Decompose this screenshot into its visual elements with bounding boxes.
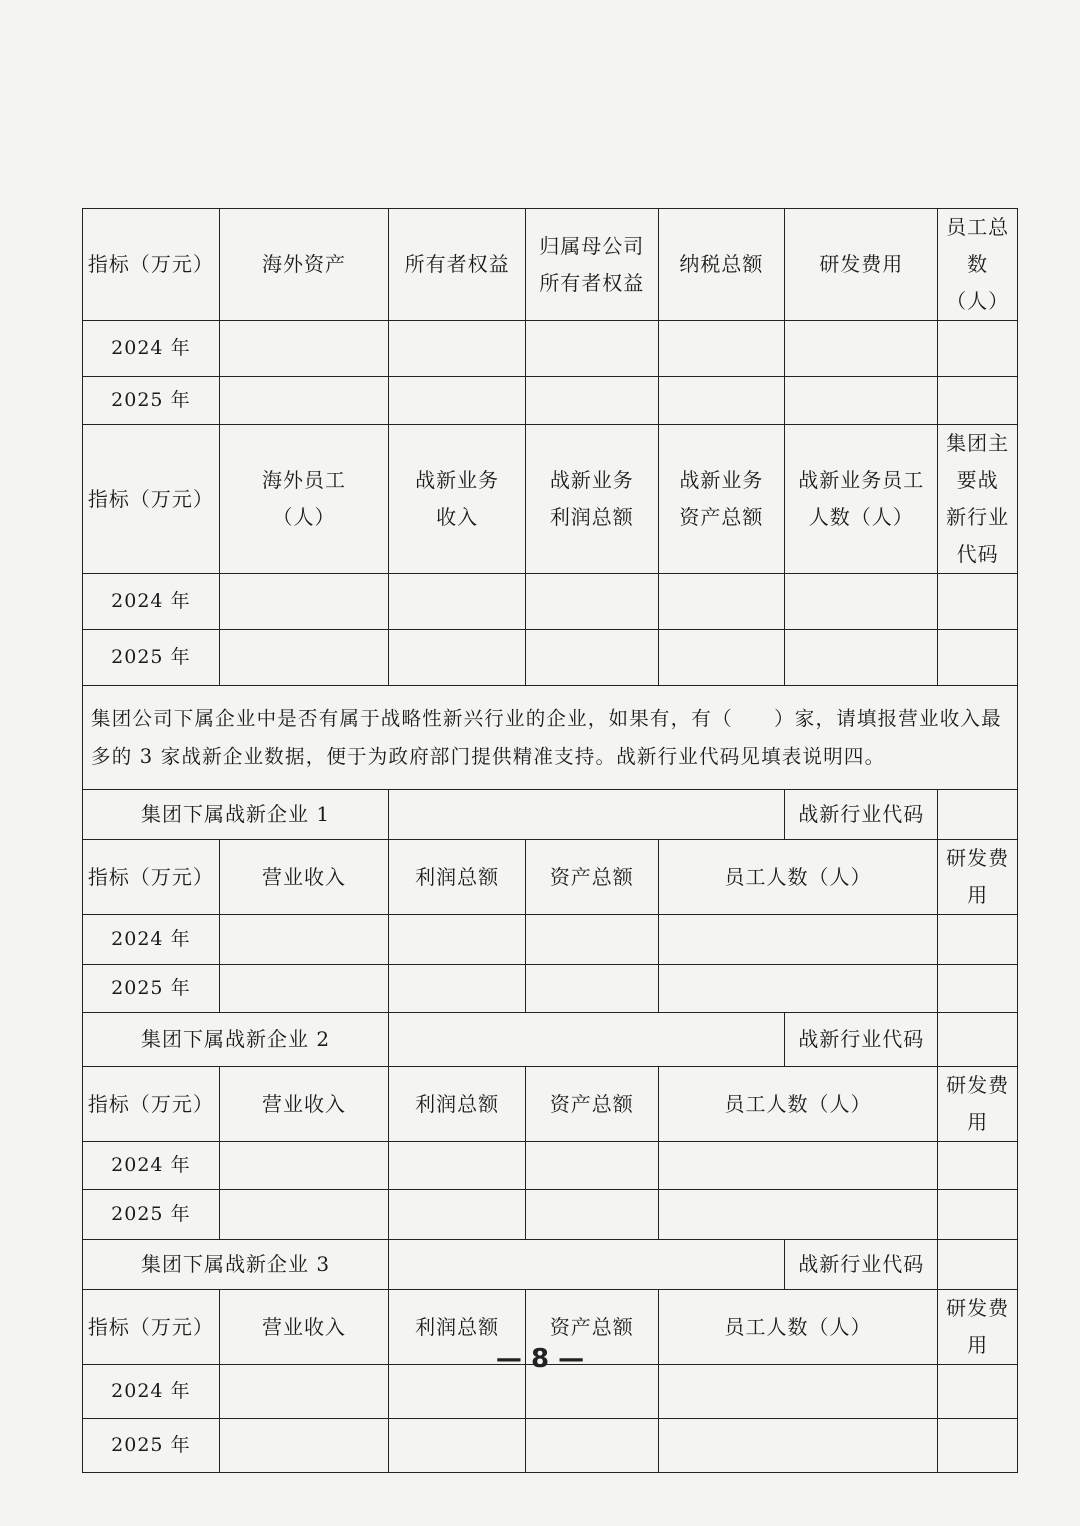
note-row [83, 686, 1018, 790]
year-label: 2024 年 [83, 1365, 220, 1419]
input-cell[interactable] [785, 321, 938, 377]
industry-code-input[interactable] [938, 790, 1018, 840]
input-cell[interactable] [525, 1142, 658, 1190]
input-cell[interactable] [938, 377, 1018, 425]
input-cell[interactable] [938, 574, 1018, 630]
input-cell[interactable] [525, 1190, 658, 1240]
year-label: 2025 年 [83, 1190, 220, 1240]
year-label: 2024 年 [83, 1142, 220, 1190]
input-cell[interactable] [938, 1142, 1018, 1190]
input-cell[interactable] [219, 915, 388, 965]
input-cell[interactable] [219, 1142, 388, 1190]
indicator-table [82, 208, 1018, 1473]
header-rd-expense: 研发费用 [785, 209, 938, 321]
input-cell[interactable] [219, 965, 388, 1013]
input-cell[interactable] [658, 1190, 938, 1240]
input-cell[interactable] [658, 965, 938, 1013]
table-header-row [83, 425, 1018, 574]
input-cell[interactable] [785, 630, 938, 686]
indicator-header: 指标（万元） [83, 209, 220, 321]
header-overseas-assets: 海外资产 [219, 209, 388, 321]
table-row [83, 915, 1018, 965]
enterprise-title-row [83, 790, 1018, 840]
input-cell[interactable] [938, 915, 1018, 965]
header-industry-code: 集团主要战 新行业代码 [938, 425, 1018, 574]
table-row [83, 630, 1018, 686]
input-cell[interactable] [785, 574, 938, 630]
input-cell[interactable] [525, 915, 658, 965]
input-cell[interactable] [389, 574, 526, 630]
header-revenue: 营业收入 [219, 840, 388, 915]
form-sheet [82, 208, 1018, 1473]
industry-code-label: 战新行业代码 [785, 1240, 938, 1290]
table-row [83, 1142, 1018, 1190]
year-label: 2024 年 [83, 915, 220, 965]
header-overseas-employees: 海外员工 （人） [219, 425, 388, 574]
input-cell[interactable] [525, 321, 658, 377]
header-assets: 资产总额 [525, 1067, 658, 1142]
header-assets: 资产总额 [525, 1290, 658, 1365]
enterprise-title: 集团下属战新企业 1 [83, 790, 389, 840]
header-profit: 利润总额 [389, 1290, 526, 1365]
input-cell[interactable] [389, 1419, 526, 1473]
input-cell[interactable] [938, 630, 1018, 686]
input-cell[interactable] [658, 630, 785, 686]
input-cell[interactable] [389, 630, 526, 686]
input-cell[interactable] [219, 630, 388, 686]
table-row [83, 321, 1018, 377]
header-employees: 员工人数（人） [658, 1067, 938, 1142]
header-employees: 员工人数（人） [658, 840, 938, 915]
table-row [83, 377, 1018, 425]
indicator-header: 指标（万元） [83, 425, 220, 574]
header-rd: 研发费用 [938, 1067, 1018, 1142]
header-profit: 利润总额 [389, 1067, 526, 1142]
input-cell[interactable] [219, 574, 388, 630]
input-cell[interactable] [938, 965, 1018, 1013]
header-revenue: 营业收入 [219, 1067, 388, 1142]
input-cell[interactable] [938, 1190, 1018, 1240]
input-cell[interactable] [525, 574, 658, 630]
input-cell[interactable] [389, 915, 526, 965]
enterprise-name-input[interactable] [389, 1240, 785, 1290]
header-profit: 利润总额 [389, 840, 526, 915]
table-row [83, 574, 1018, 630]
header-employee-total: 员工总数 （人） [938, 209, 1018, 321]
input-cell[interactable] [219, 377, 388, 425]
header-new-business-profit: 战新业务 利润总额 [525, 425, 658, 574]
enterprise-title-row [83, 1013, 1018, 1067]
input-cell[interactable] [938, 1419, 1018, 1473]
page-number: — 8 — [495, 1344, 585, 1374]
year-label: 2025 年 [83, 965, 220, 1013]
industry-code-input[interactable] [938, 1013, 1018, 1067]
indicator-header: 指标（万元） [83, 1290, 220, 1365]
industry-code-label: 战新行业代码 [785, 1013, 938, 1067]
table-header-row [83, 840, 1018, 915]
header-owners-equity: 所有者权益 [389, 209, 526, 321]
year-label: 2025 年 [83, 1419, 220, 1473]
input-cell[interactable] [658, 915, 938, 965]
header-new-business-employees: 战新业务员工 人数（人） [785, 425, 938, 574]
input-cell[interactable] [219, 1419, 388, 1473]
input-cell[interactable] [658, 1142, 938, 1190]
input-cell[interactable] [389, 965, 526, 1013]
input-cell[interactable] [785, 377, 938, 425]
table-header-row [83, 1067, 1018, 1142]
header-new-business-assets: 战新业务 资产总额 [658, 425, 785, 574]
table-header-row [83, 209, 1018, 321]
indicator-header: 指标（万元） [83, 1067, 220, 1142]
input-cell[interactable] [389, 1190, 526, 1240]
enterprise-name-input[interactable] [389, 1013, 785, 1067]
input-cell[interactable] [525, 630, 658, 686]
year-label: 2024 年 [83, 321, 220, 377]
input-cell[interactable] [658, 321, 785, 377]
input-cell[interactable] [389, 321, 526, 377]
enterprise-title-row [83, 1240, 1018, 1290]
enterprise-title: 集团下属战新企业 3 [83, 1240, 389, 1290]
industry-code-input[interactable] [938, 1240, 1018, 1290]
instruction-note: 集团公司下属企业中是否有属于战略性新兴行业的企业，如果有，有（ ）家，请填报营业收入最多的 3 家战新企业数据，便于为政府部门提供精准支持。战新行业代码见填表说明四。 [83, 686, 1018, 790]
header-tax-total: 纳税总额 [658, 209, 785, 321]
input-cell[interactable] [658, 377, 785, 425]
header-revenue: 营业收入 [219, 1290, 388, 1365]
input-cell[interactable] [219, 1190, 388, 1240]
header-new-business-revenue: 战新业务 收入 [389, 425, 526, 574]
year-label: 2025 年 [83, 377, 220, 425]
input-cell[interactable] [525, 377, 658, 425]
header-rd: 研发费用 [938, 840, 1018, 915]
input-cell[interactable] [938, 321, 1018, 377]
input-cell[interactable] [658, 574, 785, 630]
industry-code-label: 战新行业代码 [785, 790, 938, 840]
header-rd: 研发费用 [938, 1290, 1018, 1365]
header-assets: 资产总额 [525, 840, 658, 915]
input-cell[interactable] [219, 321, 388, 377]
input-cell[interactable] [525, 1419, 658, 1473]
enterprise-name-input[interactable] [389, 790, 785, 840]
table-row [83, 1190, 1018, 1240]
input-cell[interactable] [658, 1419, 938, 1473]
input-cell[interactable] [389, 377, 526, 425]
table-row [83, 1419, 1018, 1473]
header-employees: 员工人数（人） [658, 1290, 938, 1365]
input-cell[interactable] [525, 965, 658, 1013]
year-label: 2024 年 [83, 574, 220, 630]
header-parent-equity: 归属母公司 所有者权益 [525, 209, 658, 321]
enterprise-title: 集团下属战新企业 2 [83, 1013, 389, 1067]
year-label: 2025 年 [83, 630, 220, 686]
input-cell[interactable] [389, 1142, 526, 1190]
indicator-header: 指标（万元） [83, 840, 220, 915]
table-row [83, 965, 1018, 1013]
